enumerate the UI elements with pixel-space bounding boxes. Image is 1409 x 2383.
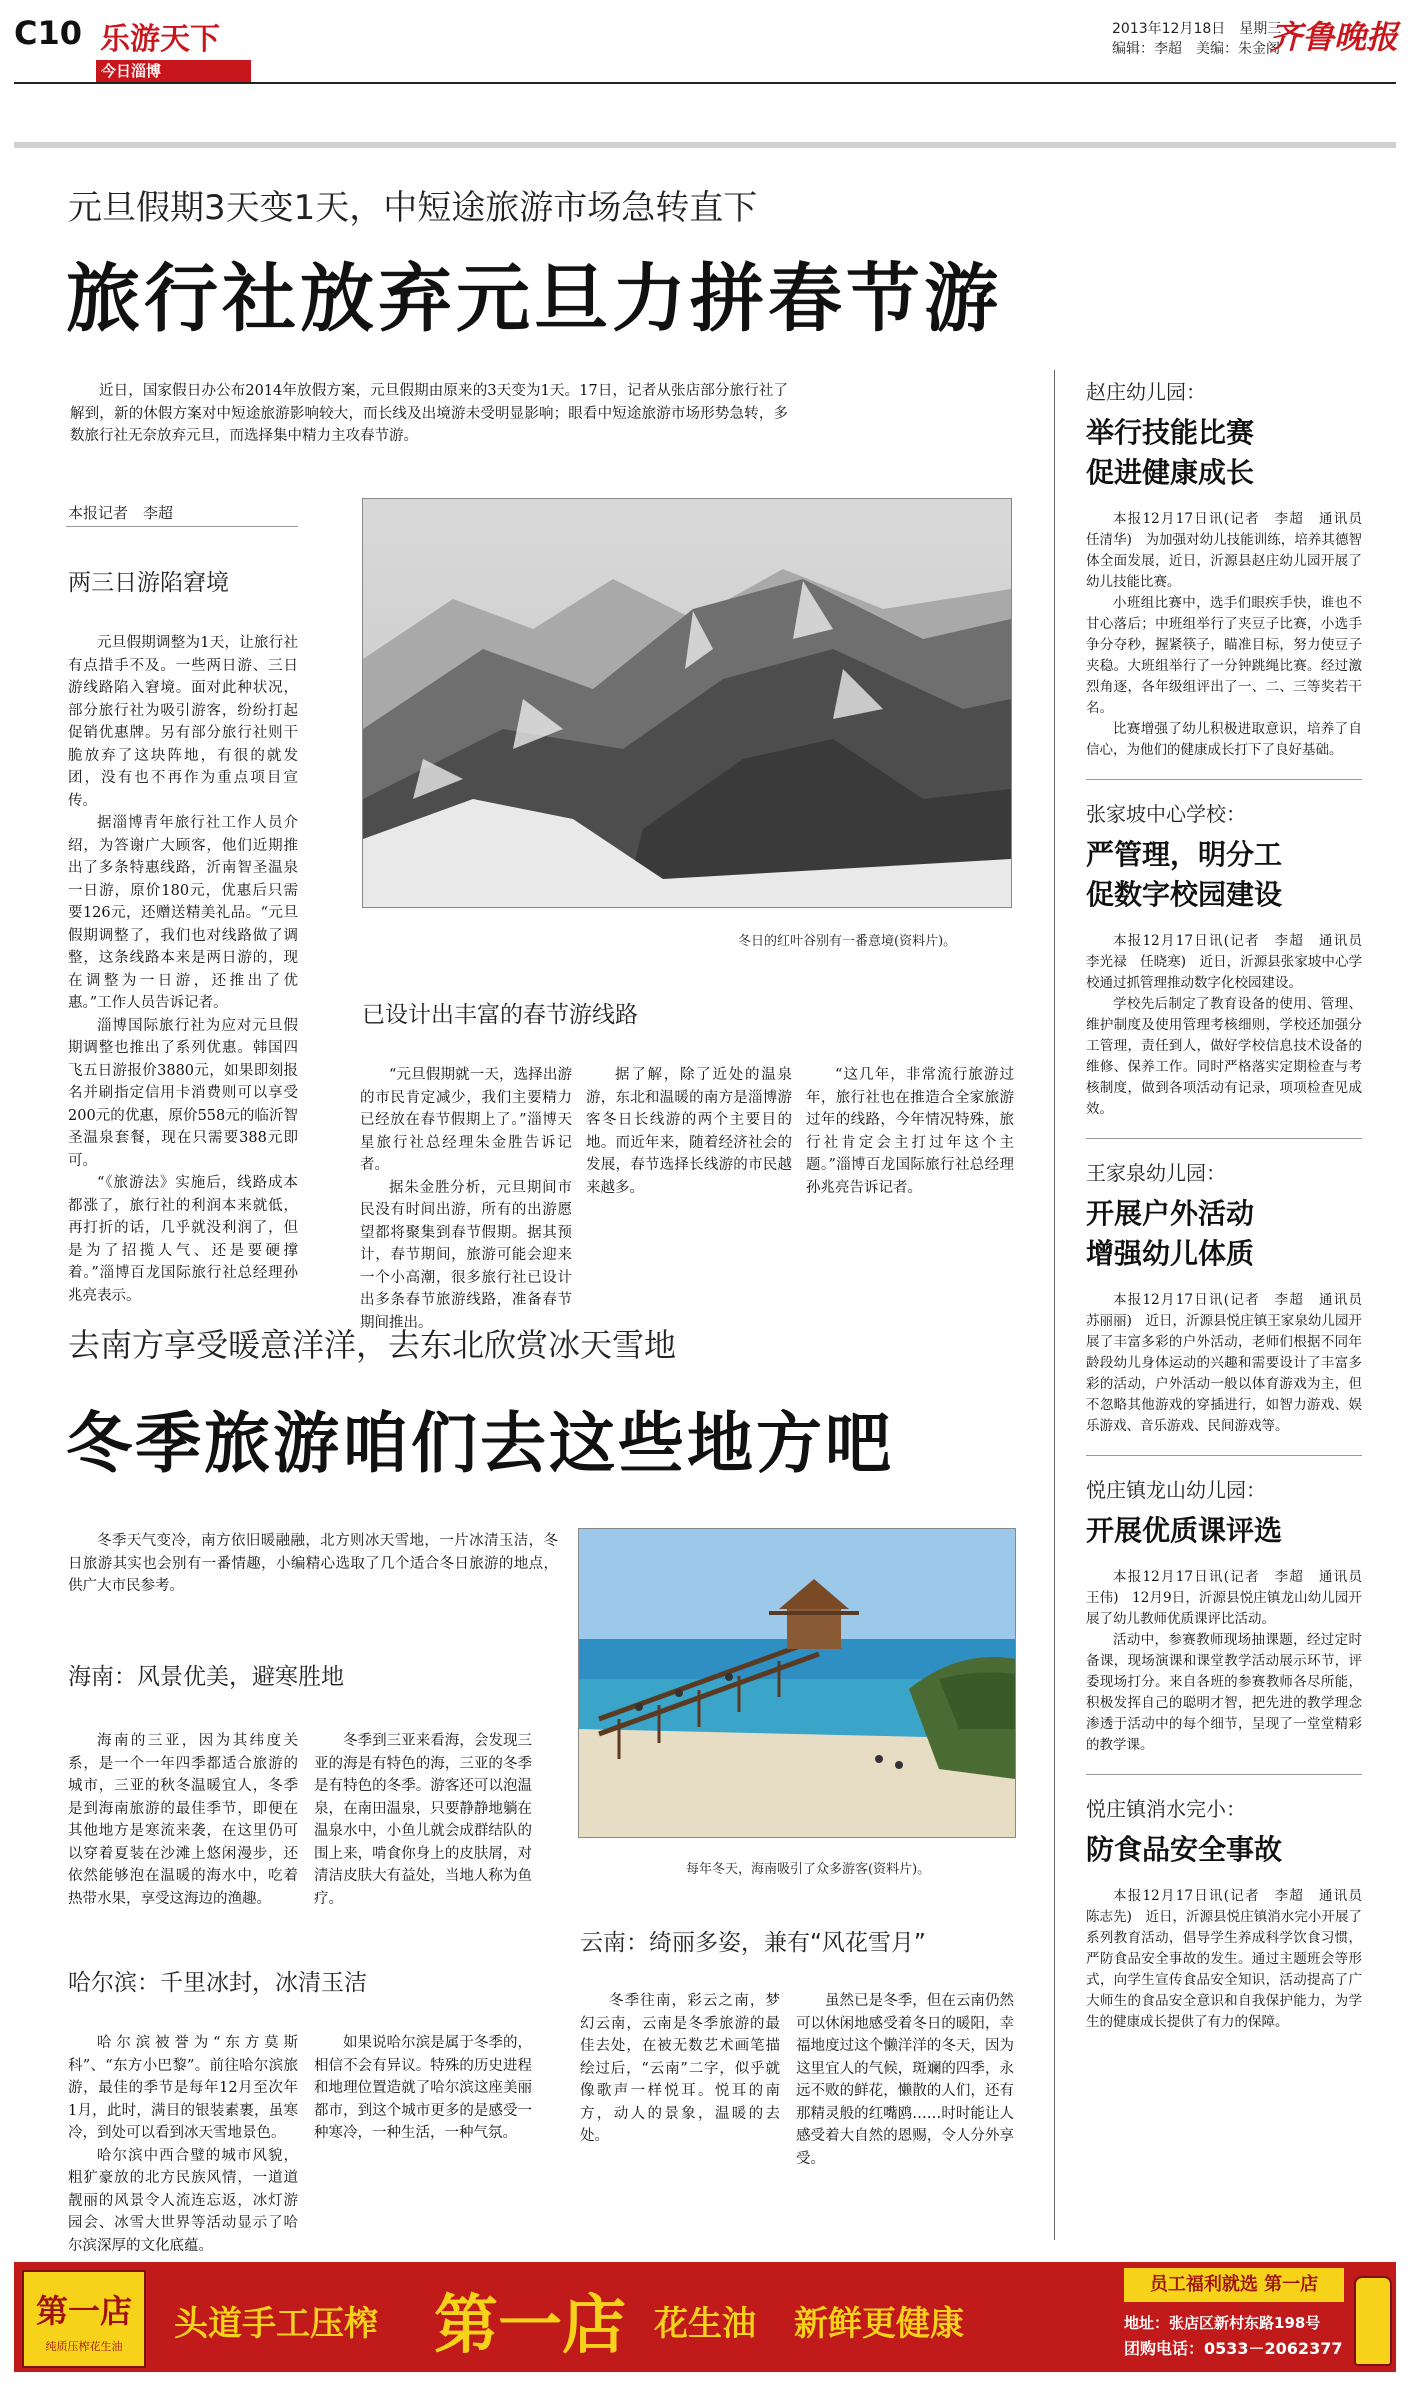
harbin-title: 哈尔滨：千里冰封，冰清玉洁 <box>68 1970 367 1996</box>
sidebar-body <box>1086 1290 1376 1437</box>
sidebar-org: 王家泉幼儿园： <box>1086 1161 1226 1185</box>
article1-headline: 旅行社放弃元旦力拼春节游 <box>66 256 1002 342</box>
hainan-para: 冬季到三亚来看海，会发现三亚的海是有特色的海，三亚的冬季是有特色的冬季。游客还可以泡温泉，在南田温泉，只要静静地躺在温泉水中，小鱼儿就会成群结队的围上来，啃食你身上的皮肤屑，对清洁皮肤大有益处，当地人称为鱼疗。 <box>314 1733 532 1907</box>
sidebar-para: 本报12月17日讯(记者 李超 通讯员 陈志先) 近日，沂源县悦庄镇消水完小开展了系列教育活动，倡导学生养成科学饮食习惯，严防食品安全事故的发生。通过主题班会等形式，向学生宣传食品安全知识，活动提高了广大师生的食品安全意识和自我保护能力，为学生的健康成长提供了有力的保障。 <box>1086 1888 1376 2030</box>
ad-oil-bottle-icon <box>1354 2276 1392 2366</box>
sidebar-title: 增强幼儿体质 <box>1086 1237 1255 1270</box>
sidebar-divider <box>1054 370 1055 2240</box>
article1-col3 <box>586 1064 792 1199</box>
top-divider <box>14 142 1396 148</box>
article1-subhead1: 两三日游陷窘境 <box>68 570 229 596</box>
sidebar-body <box>1086 1886 1376 2033</box>
ad-phone: 团购电话：0533－2062377 <box>1124 2339 1343 2358</box>
snowy-mountain-image <box>363 499 1011 907</box>
hainan-col2 <box>314 1730 532 1910</box>
hainan-title: 海南：风景优美，避寒胜地 <box>68 1664 344 1690</box>
yunnan-col1 <box>580 1990 780 2148</box>
sidebar-para: 活动中，参赛教师现场抽课题，经过定时备课，现场演课和课堂教学活动展示环节，评委现场打分。来自各班的参赛教师各尽所能，积极发挥自己的聪明才智，把先进的教学理念渗透于活动中的每个细节，呈现了一堂堂精彩的教学课。 <box>1086 1632 1362 1753</box>
article1-subhead2: 已设计出丰富的春节游线路 <box>362 1002 638 1028</box>
sidebar-body <box>1086 1567 1376 1756</box>
article1-lead-text: 近日，国家假日办公布2014年放假方案，元旦假期由原来的3天变为1天。17日，记者从张店部分旅行社了解到，新的休假方案对中短途旅游影响较大，而长线及出境游未受明显影响；眼看中短途旅游市场形势急转，多数旅行社无奈放弃元旦，而选择集中精力主攻春节游。 <box>70 383 788 444</box>
article2-kicker: 去南方享受暖意洋洋，去东北欣赏冰天雪地 <box>68 1326 677 1364</box>
sidebar-rule <box>1086 1138 1362 1139</box>
sidebar-org: 悦庄镇龙山幼儿园： <box>1086 1478 1266 1502</box>
sidebar-org: 赵庄幼儿园： <box>1086 380 1206 404</box>
article1-col4 <box>806 1064 1014 1199</box>
article1-kicker: 元旦假期3天变1天，中短途旅游市场急转直下 <box>68 188 758 228</box>
sidebar-item-longshan <box>1086 1474 1376 1756</box>
hainan-para: 海南的三亚，因为其纬度关系，是一个一年四季都适合旅游的城市，三亚的秋冬温暖宜人，冬季是到海南旅游的最佳季节，即便在其他地方是寒流来袭，在这里仍可以穿着夏装在沙滩上悠闲漫步，还依然能够泡在温暖的海水中，吃着热带水果，享受这海边的渔趣。 <box>68 1733 298 1907</box>
sidebar-title: 开展优质课评选 <box>1086 1514 1283 1547</box>
harbin-para: 哈尔滨中西合璧的城市风貌，粗犷豪放的北方民族风情，一道道靓丽的风景令人流连忘返，冰灯游园会、冰雪大世界等活动显示了哈尔滨深厚的文化底蕴。 <box>68 2147 298 2254</box>
sidebar-para: 本报12月17日讯(记者 李超 通讯员 任清华) 为加强对幼儿技能训练，培养其德智体全面发展，近日，沂源县赵庄幼儿园开展了幼儿技能比赛。 <box>1086 511 1376 590</box>
photo-hainan-pier <box>578 1528 1016 1838</box>
ad-welfare: 员工福利就选 第一店 <box>1149 2274 1319 2295</box>
ad-address: 地址：张店区新村东路198号 <box>1124 2314 1321 2332</box>
sidebar-para: 本报12月17日讯(记者 李超 通讯员 王伟) 12月9日，沂源县悦庄镇龙山幼儿园开展了幼儿教师优质课评比活动。 <box>1086 1569 1376 1627</box>
sidebar-para: 比赛增强了幼儿积极进取意识，培养了自信心，为他们的健康成长打下了良好基础。 <box>1086 721 1362 758</box>
article2-headline: 冬季旅游咱们去这些地方吧 <box>66 1404 894 1482</box>
article1-col1-para: 元旦假期调整为1天，让旅行社有点措手不及。一些两日游、三日游线路陷入窘境。面对此种状况，部分旅行社为吸引游客，纷纷打起促销优惠牌。另有部分旅行社则干脆放弃了这块阵地，有很的就发团，没有也不再作为重点项目宣传。 <box>68 635 298 809</box>
harbin-para: 如果说哈尔滨是属于冬季的，相信不会有异议。特殊的历史进程和地理位置造就了哈尔滨这座美丽都市，到这个城市更多的是感受一种寒冷，一种生活，一种气氛。 <box>314 2035 532 2141</box>
ad-slogan-left: 头道手工压榨 <box>174 2304 378 2344</box>
sidebar-rule <box>1086 779 1362 780</box>
harbin-col1 <box>68 2032 298 2257</box>
article1-col2 <box>360 1064 572 1334</box>
masthead-rule <box>14 82 1396 84</box>
article1-byline: 本报记者 李超 <box>68 504 174 522</box>
yunnan-para: 虽然已是冬季，但在云南仍然可以休闲地感受着冬日的暖阳，幸福地度过这个懒洋洋的冬天，因为这里宜人的气候，斑斓的四季，永远不败的鲜花，懒散的人们，还有那精灵般的红嘴鸥……时时能让人感受着大自然的恩赐，令人分外享受。 <box>796 1993 1014 2167</box>
paper-logo: 齐鲁晚报 <box>1270 18 1399 56</box>
sidebar-org: 悦庄镇消水完小： <box>1086 1797 1246 1821</box>
photo1-caption: 冬日的红叶谷别有一番意境(资料片)。 <box>738 934 957 949</box>
sidebar-title: 防食品安全事故 <box>1086 1833 1283 1866</box>
sidebar-body <box>1086 931 1376 1120</box>
subsection-bar <box>96 60 251 82</box>
ad-welfare-bar <box>1124 2268 1344 2302</box>
subsection-name: 今日淄博 <box>101 62 162 80</box>
article2-lead <box>68 1530 558 1598</box>
section-name: 乐游天下 <box>100 22 220 57</box>
byline-rule <box>66 526 298 527</box>
yunnan-para: 冬季往南，彩云之南，梦幻云南，云南是冬季旅游的最佳去处，在被无数艺术画笔描绘过后，“云南”二字，似乎就像歌声一样悦耳。悦耳的南方，动人的景象，温暖的去处。 <box>580 1993 780 2144</box>
article1-col3-para: 据了解，除了近处的温泉游，东北和温暖的南方是淄博游客冬日长线游的两个主要目的地。而近年来，随着经济社会的发展，春节选择长线游的市民越来越多。 <box>586 1067 792 1196</box>
sidebar-rule <box>1086 1455 1362 1456</box>
sidebar-title: 开展户外活动 <box>1086 1197 1255 1230</box>
sidebar-para: 小班组比赛中，选手们眼疾手快，谁也不甘心落后；中班组举行了夹豆子比赛，小选手争分夺秒，握紧筷子，瞄准目标，努力使豆子夹稳。大班组举行了一分钟跳绳比赛。经过激烈角逐，各年级组评出了一、二、三等奖若干名。 <box>1086 595 1362 716</box>
hainan-col1 <box>68 1730 298 1910</box>
sidebar-item-zhangjiapo <box>1086 798 1376 1120</box>
editors: 编辑：李超 美编：朱金阁 <box>1112 41 1280 57</box>
issue-date: 2013年12月18日 星期三 <box>1112 21 1282 37</box>
article1-lead <box>70 380 788 448</box>
yunnan-title: 云南：绮丽多姿，兼有“风花雪月” <box>580 1930 926 1956</box>
article2-lead-text: 冬季天气变冷，南方依旧暖融融，北方则冰天雪地，一片冰清玉洁，冬日旅游其实也会别有一番情趣，小编精心选取了几个适合冬日旅游的地点，供广大市民参考。 <box>68 1533 558 1594</box>
masthead <box>0 0 1409 80</box>
sidebar-para: 学校先后制定了教育设备的使用、管理、维护制度及使用管理考核细则，学校还加强分工管理，责任到人，做好学校信息技术设备的维修、保养工作。同时严格落实定期检查与考核制度，做到各项活动有记录，项项检查见成效。 <box>1086 996 1362 1117</box>
article1-col2-para: 据朱金胜分析，元旦期间市民没有时间出游，所有的出游愿望都将聚集到春节假期。据其预计，春节期间，旅游可能会迎来一个小高潮，很多旅行社已设计出多条春节旅游线路，准备春节期间推出。 <box>360 1179 572 1331</box>
sidebar-item-xiaoshui <box>1086 1793 1376 2033</box>
ad-logo: 第一店 <box>35 2292 132 2330</box>
sidebar <box>1086 376 1376 2033</box>
ad-product: 花生油 <box>654 2304 756 2344</box>
article1-col1-para: 据淄博青年旅行社工作人员介绍，为答谢广大顾客，他们近期推出了多条特惠线路，沂南智圣温泉一日游，原价180元，优惠后只需要126元，还赠送精美礼品。“元旦假期调整了，我们也对线路做了调整，这条线路本来是两日游的，现在调整为一日游，还推出了优惠。”工作人员告诉记者。 <box>68 815 298 1011</box>
harbin-col2 <box>314 2032 532 2145</box>
ad-logo-box <box>22 2270 146 2368</box>
article1-col2-para: “元旦假期就一天，选择出游的市民肯定减少，我们主要精力已经放在春节假期上了。”淄博天星旅行社总经理朱金胜告诉记者。 <box>360 1067 572 1173</box>
sidebar-para: 本报12月17日讯(记者 李超 通讯员 李光禄 任晓寒) 近日，沂源县张家坡中心学校通过抓管理推动数字化校园建设。 <box>1086 933 1376 991</box>
ad-brand: 第一店 <box>434 2288 626 2363</box>
page-code: C10 <box>14 14 83 52</box>
sidebar-para: 本报12月17日讯(记者 李超 通讯员 苏丽丽) 近日，沂源县悦庄镇王家泉幼儿园开展了丰富多彩的户外活动，老师们根据不同年龄段幼儿身体运动的兴趣和需要设计了丰富多彩的活动，户外活动一般以体育游戏为主，但不忽略其他游戏的穿插进行，如智力游戏、娱乐游戏、音乐游戏、民间游戏等。 <box>1086 1292 1376 1434</box>
sidebar-item-wangjiaquan <box>1086 1157 1376 1437</box>
ad-slogan-right: 新鲜更健康 <box>794 2304 964 2344</box>
photo-snowy-valley <box>362 498 1012 908</box>
yunnan-col2 <box>796 1990 1014 2170</box>
bottom-advertisement <box>14 2262 1396 2372</box>
photo2-caption: 每年冬天，海南吸引了众多游客(资料片)。 <box>686 1862 931 1877</box>
article1-col4-para: “这几年，非常流行旅游过年，旅行社也在推造合全家旅游过年的线路，今年情况特殊，旅行社肯定会主打过年这个主题。”淄博百龙国际旅行社总经理孙兆亮告诉记者。 <box>806 1067 1014 1196</box>
ad-logo-sub: 纯质压榨花生油 <box>45 2340 123 2353</box>
sidebar-title: 举行技能比赛 <box>1086 416 1255 449</box>
sidebar-body <box>1086 509 1376 761</box>
sidebar-title: 促进健康成长 <box>1086 456 1255 489</box>
sidebar-org: 张家坡中心学校： <box>1086 802 1246 826</box>
sidebar-title: 促数字校园建设 <box>1086 878 1283 911</box>
article1-col1 <box>68 632 298 1307</box>
seaside-pier-image <box>579 1529 1015 1837</box>
sidebar-rule <box>1086 1774 1362 1775</box>
article1-col1-para: 淄博国际旅行社为应对元旦假期调整也推出了系列优惠。韩国四飞五日游报价3880元，如果即刻报名并刷指定信用卡消费则可以享受200元的优惠，原价558元的临沂智圣温泉套餐，现在只需要388元即可。 <box>68 1017 298 1169</box>
article1-col1-para: “《旅游法》实施后，线路成本都涨了，旅行社的利润本来就低，再打折的话，几乎就没利润了，但是为了招揽人气、还是要硬撑着。”淄博百龙国际旅行社总经理孙兆亮表示。 <box>68 1175 298 1304</box>
sidebar-title: 严管理，明分工 <box>1086 838 1283 871</box>
sidebar-item-zhaozhuang <box>1086 376 1376 761</box>
harbin-para: 哈尔滨被誉为“东方莫斯科”、“东方小巴黎”。前往哈尔滨旅游，最佳的季节是每年12月至次年1月，此时，满目的银装素裹，虽寒冷，到处可以看到冰天雪地景色。 <box>68 2035 298 2141</box>
